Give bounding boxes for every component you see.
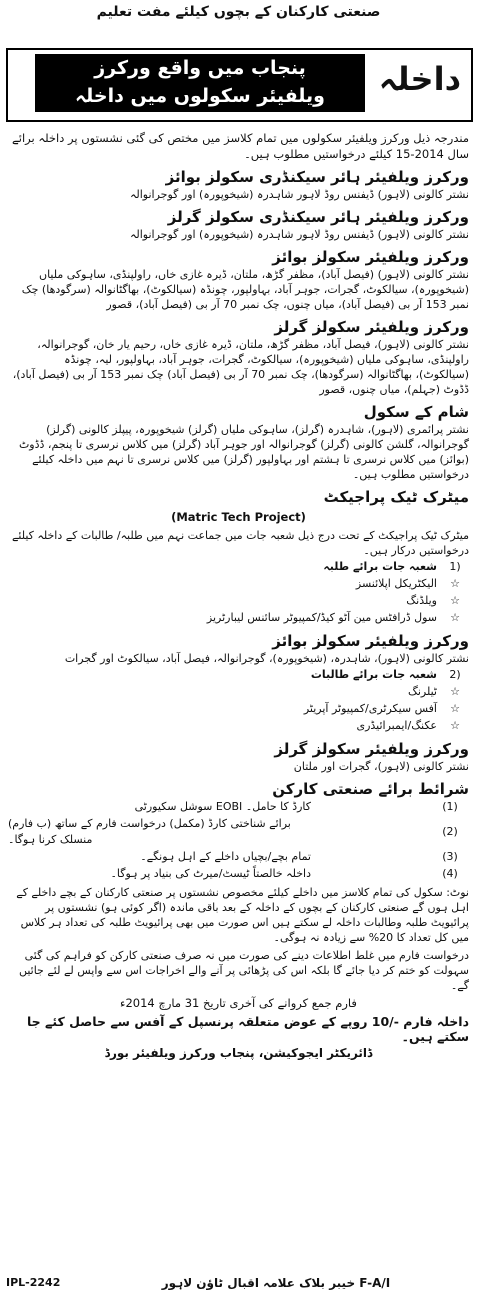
list-2-number: 2) (449, 668, 461, 681)
section-body: نشتر کالونی (لاہور) (فیصل آباد)، مظفر گڑھ، ملتان، ڈیرہ غازی خاں، راولپنڈی، ساہوکی ملیاں (شیخوپورہ)، سیالکوٹ، گجرات، جوہر آباد، بہاولپور، چونڈہ (سیالکوٹ)، بھاگٹانوالہ (سرگودھا) چک نمبر 153 آر بی (فیصل آباد)، میاں چنوں، چک نمبر 70 آر بی (فیصل آباد)، قصور (21, 268, 469, 311)
list-1-head (8, 559, 469, 575)
condition-number: (1) (442, 800, 458, 813)
star-icon: ☆ (450, 594, 460, 607)
star-icon: ☆ (450, 577, 460, 590)
section-body: نشتر کالونی (لاہور) ڈیفنس روڈ لاہور شاہدرہ (شیخوپورہ) اور گوجرانوالہ (129, 228, 469, 241)
note-text: درخواست فارم میں غلط اطلاعات دینے کی صورت میں نہ صرف صنعتی کارکن کو فراہم کی گئی سہولت کو ختم کر دیا جائے گا بلکہ اس کی پڑھائی پر آنے والے اخراجات اس سے واپس لے لئے جائیں گے۔ (18, 949, 469, 992)
banner-text: صنعتی کارکنان کے بچوں کیلئے مفت تعلیم (96, 4, 381, 20)
list-item (8, 684, 469, 700)
matric-title: میٹرک ٹیک پراجیکٹ (323, 488, 469, 506)
condition-row (8, 866, 469, 882)
list-item (8, 593, 469, 609)
header-box (6, 48, 473, 122)
condition-number: (2) (442, 825, 458, 838)
girls-schools-title: ورکرز ویلفیئر سکولز گرلز (274, 740, 469, 758)
list-item-text: آفس سیکرٹری/کمپیوٹر آپریٹر (303, 702, 437, 715)
list-item (8, 701, 469, 717)
star-icon: ☆ (450, 702, 460, 715)
list-item (8, 718, 469, 734)
note-text: نوٹ: سکول کی تمام کلاسز میں داخلے کیلئے مخصوص نشستوں پر صنعتی کارکنان کے بچے داخلے کے اہل ہوں گے صنعتی کارکنان کے بچوں کے داخلہ کے بعد باقی ماندہ (اگر کوئی ہو) نشستوں پر پرائیویٹ طلبہ وطالبات داخلہ لے سکتے ہیں اس صورت میں بھی پرائیویٹ طلبہ کی تعداد ہر کلاس میں کل تعداد کا 20% سے زیادہ نہ ہوگی۔ (16, 886, 469, 944)
list-item-text: سول ڈرافٹس مین آٹو کیڈ/کمپیوٹر سائنس لیبارٹریز (206, 611, 437, 624)
title-line-2: ویلفیئر سکولوں میں داخلہ (75, 85, 325, 107)
section-body: نشتر پرائمری (لاہور)، شاہدرہ (گرلز)، ساہوکی ملیاں (گرلز) شیخوپورہ، پیپلز کالونی (گرلز) گوجرانوالہ، گلشن کالونی (گرلز) گوجرانوالہ اور جوہر آباد (گرلز) میں کلاس نرسری تا پنجم، ڈڈوٹ (بوائز) میں کلاس نرسری تا ہشتم اور بہاولپور (گرلز) میں کلاس نرسری تا نہم میں داخلہ کیلئے درخواستیں مطلوب ہیں۔ (18, 423, 469, 481)
section-title: ورکرز ویلفیئر ہائر سیکنڈری سکولز بوائز (165, 168, 469, 186)
star-icon: ☆ (450, 685, 460, 698)
section-title: شام کے سکول (363, 403, 469, 421)
ad-code: IPL-2242 (6, 1276, 61, 1289)
signature-line: ڈائریکٹر ایجوکیشن، پنجاب ورکرز ویلفیئر بورڈ (104, 1046, 373, 1060)
title-line-1: پنجاب میں واقع ورکرز (94, 57, 306, 79)
list-item (8, 576, 469, 592)
deadline-text: فارم جمع کروانے کی آخری تاریخ 31 مارچ 2014ء (120, 996, 357, 1010)
matric-english: (Matric Tech Project) (171, 510, 306, 524)
section-title: ورکرز ویلفیئر ہائر سیکنڈری سکولز گرلز (167, 208, 469, 226)
condition-text: داخلہ خالصتاً ٹیسٹ/میرٹ کی بنیاد پر ہوگا۔ (110, 867, 311, 880)
list-1-number: 1) (449, 560, 461, 573)
boys-schools-title: ورکرز ویلفیئر سکولز بوائز (272, 632, 469, 650)
conditions-title: شرائط برائے صنعتی کارکن (272, 780, 469, 798)
list-item-text: الیکٹریکل اپلائنسز (355, 577, 437, 590)
title-plate (35, 54, 365, 112)
list-item (8, 610, 469, 626)
condition-text: (ب فارم) برائے شناختی کارڈ (مکمل) درخواست فارم کے ساتھ منسلک کرنا ہوگا۔ (8, 817, 291, 846)
section-body: نشتر کالونی (لاہور) ڈیفنس روڈ لاہور شاہدرہ (شیخوپورہ) اور گوجرانوالہ (129, 188, 469, 201)
list-item-text: ٹیلرنگ (408, 685, 437, 698)
list-1-heading: شعبہ جات برائے طلبہ (323, 560, 437, 573)
footer (6, 1276, 471, 1294)
boys-schools-body: نشتر کالونی (لاہور)، شاہدرہ، (شیخوپورہ)، گوجرانوالہ، فیصل آباد، سیالکوٹ اور گجرات (64, 652, 469, 665)
condition-text: سوشل سکیورٹی EOBI کارڈ کا حامل۔ (134, 800, 311, 813)
ad-content (8, 128, 469, 1062)
list-item-text: عکنگ/ایمبرائیڈری (356, 719, 437, 732)
list-2-heading: شعبہ جات برائے طالبات (310, 668, 437, 681)
condition-text: تمام بچے/بچیاں داخلے کے اہل ہونگے۔ (140, 850, 311, 863)
condition-row (8, 849, 469, 865)
intro-text: مندرجہ ذیل ورکرز ویلفیئر سکولوں میں تمام کلاسز میں مختص کی گئی نشستوں پر داخلہ برائے سال 2014-15 کیلئے درخواستیں مطلوب ہیں۔ (12, 131, 469, 161)
list-2-head (8, 667, 469, 683)
section-title: ورکرز ویلفیئر سکولز بوائز (272, 248, 469, 266)
section-body: نشتر کالونی (لاہور)، فیصل آباد، مظفر گڑھ، ملتان، ڈیرہ غازی خاں، رحیم یار خان، گوجرانوالہ، راولپنڈی، ساہوکی ملیاں (شیخوپورہ)، سیالکوٹ، گجرات، جوہر آباد، بہاولپور، لیہ، چونڈہ (سیالکوٹ)، بھاگٹانوالہ (سرگودھا)، چک نمبر 70 آر بی (فیصل آباد) چک نمبر 153 آر بی (فیصل آباد)، ڈڈوٹ (جہلم)، میاں چنوں، قصور (12, 338, 469, 396)
star-icon: ☆ (450, 611, 460, 624)
girls-schools-body: نشتر کالونی (لاہور)، گجرات اور ملتان (293, 760, 469, 773)
star-icon: ☆ (450, 719, 460, 732)
address-text: F-A/I خیبر بلاک علامہ اقبال ٹاؤن لاہور (161, 1276, 391, 1290)
list-item-text: ویلڈنگ (406, 594, 437, 607)
condition-number: (3) (442, 850, 458, 863)
condition-number: (4) (442, 867, 458, 880)
section-title: ورکرز ویلفیئر سکولز گرلز (274, 318, 469, 336)
matric-body: میٹرک ٹیک پراجیکٹ کے تحت درج ذیل شعبہ جات میں جماعت نہم میں طلبہ/ طالبات کے داخلہ کیلئے درخواستیں درکار ہیں۔ (11, 529, 469, 557)
fee-text: داخلہ فارم -/10 روپے کے عوض متعلقہ پرنسپل کے آفس سے حاصل کئے جا سکتے ہیں۔ (26, 1014, 469, 1044)
condition-row (8, 799, 469, 815)
admission-label: داخلہ (378, 60, 461, 98)
condition-row (8, 816, 469, 848)
